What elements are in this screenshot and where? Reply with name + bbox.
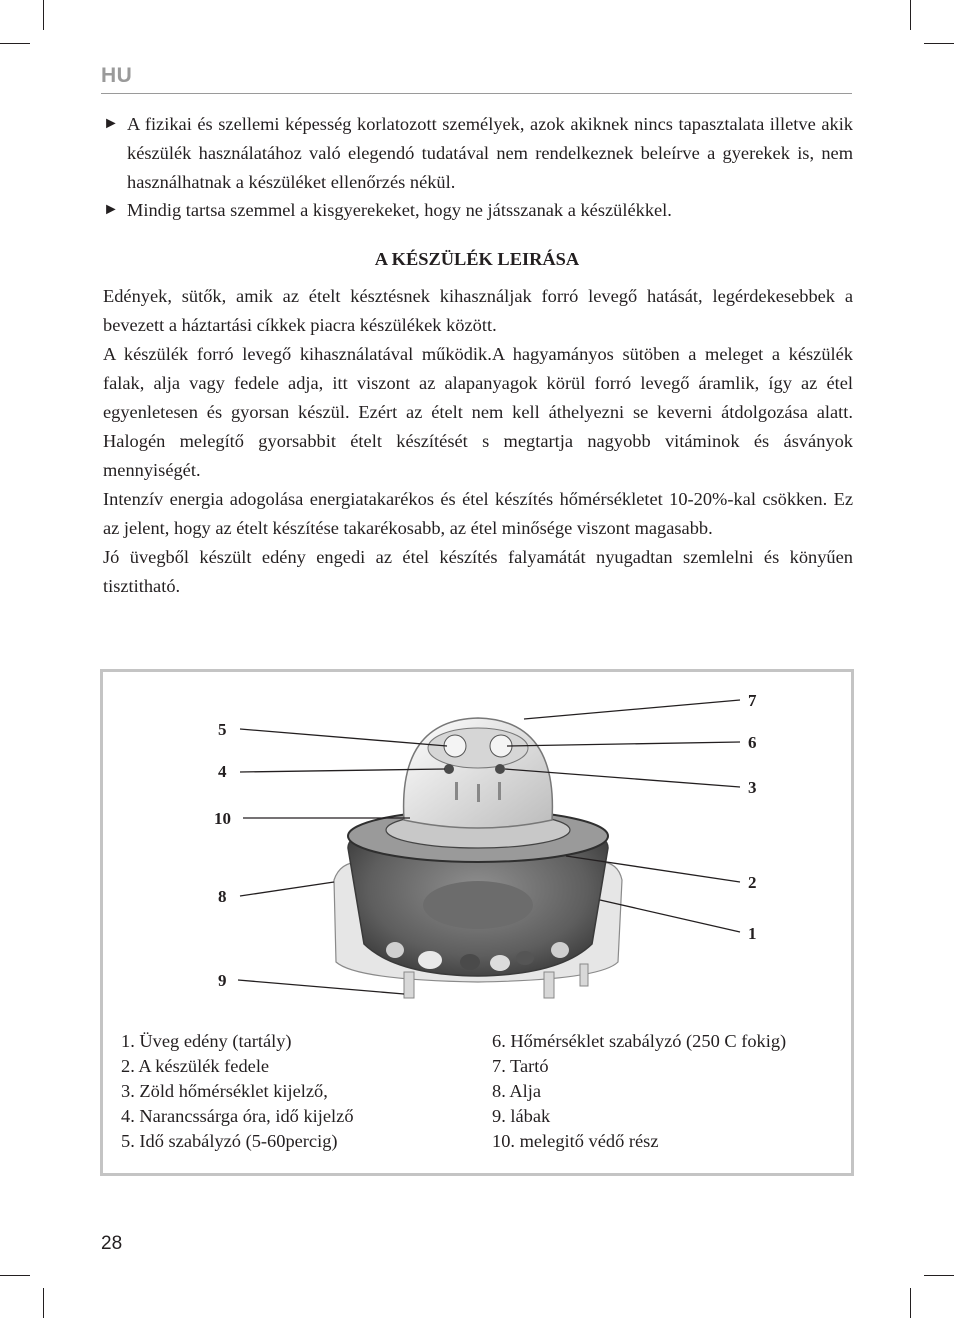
paragraph: Jó üvegből készült edény engedi az étel készítés falyamátát nyugadtan szemlelni és könyűen tisztitható. xyxy=(103,547,853,596)
leader-line xyxy=(238,980,404,994)
food xyxy=(551,942,569,958)
leg xyxy=(544,972,554,998)
paragraph: A készülék forró levegő kihasználatával működik.A hagyamányos sütöben a meleget a készülék falak, alja vagy fedele adja, itt viszont az alapanyagok körül forró levegő áramlik, így az étel egyenletesen és gyorsan készül. Ezért az ételt nem kell áthelyezni se keverni átdolgozása alatt. Halogén melegítő gyorsabbit ételt készítését s megtartja nagyobb vitáminok és ásványok mennyiségét. xyxy=(103,344,853,480)
bullet-text: A fizikai és szellemi képesség korlatozott személyek, azok akiknek nincs tapasztalata illetve akik készülék használatához való elegendó tudatával nem rendelkeznek beleírve a gyerekek is, nem használhatnak a készüléket ellenőrzés nékül. xyxy=(127,114,853,192)
legend-item: 2. A készülék fedele xyxy=(121,1056,270,1076)
legend-item: 6. Hőmérséklet szabályzó (250 C fokig) xyxy=(492,1031,787,1051)
legend-right xyxy=(492,1029,786,1154)
callout-3: 3 xyxy=(748,778,757,797)
legend-item: 4. Narancssárga óra, idő kijelző xyxy=(121,1106,354,1126)
language-label: HU xyxy=(101,64,133,87)
food xyxy=(418,951,442,969)
bullet-marker: ► xyxy=(103,115,119,132)
legend-left xyxy=(121,1029,354,1154)
legend-item: 3. Zöld hőmérséklet kijelző, xyxy=(121,1081,328,1101)
bullet-marker: ► xyxy=(103,201,119,219)
leader-line xyxy=(524,700,740,719)
leader-line xyxy=(600,900,740,932)
paragraph: Intenzív energia adogolása energiatakarékos és étel készítés hőmérsékletet 10-20%-kal csökken. Ez az jelent, hogy az ételt készítése takarékosabb, az étel minősége viszont magasabb. xyxy=(103,489,853,538)
control-panel xyxy=(428,728,528,768)
food xyxy=(423,881,533,929)
food xyxy=(460,954,480,970)
callout-6: 6 xyxy=(748,733,757,752)
food xyxy=(490,955,510,971)
leader-line xyxy=(507,742,740,746)
callout-4: 4 xyxy=(218,762,227,781)
handle-grip xyxy=(455,782,458,800)
green-indicator-light xyxy=(495,764,505,774)
leader-line xyxy=(240,729,447,746)
callout-8: 8 xyxy=(218,887,227,906)
leg xyxy=(580,964,588,986)
leg xyxy=(404,972,414,998)
callout-7: 7 xyxy=(748,691,757,710)
callout-2: 2 xyxy=(748,873,757,892)
callout-10: 10 xyxy=(214,809,231,828)
legend-item: 8. Alja xyxy=(492,1081,542,1101)
callout-5: 5 xyxy=(218,720,227,739)
callout-9: 9 xyxy=(218,971,227,990)
food xyxy=(516,951,534,965)
paragraph: Edények, sütők, amik az ételt késztésnek kihasználjak forró levegő hatását, legérdekesebbek a bevezett a háztartási cíkkek piacra készülékek között. xyxy=(103,286,853,335)
section-title: A KÉSZÜLÉK LEIRÁSA xyxy=(374,249,580,269)
orange-indicator-light xyxy=(444,764,454,774)
page-number: 28 xyxy=(101,1233,123,1254)
food xyxy=(386,942,404,958)
handle-grip xyxy=(477,784,480,802)
legend-item: 1. Üveg edény (tartály) xyxy=(121,1031,292,1051)
legend-item: 5. Idő szabályzó (5-60percig) xyxy=(121,1131,338,1151)
legend-item: 7. Tartó xyxy=(492,1056,549,1076)
handle-grip xyxy=(498,782,501,800)
legend-item: 9. lábak xyxy=(492,1106,551,1126)
bullet-text: Mindig tartsa szemmel a kisgyerekeket, hogy ne játsszanak a készülékkel. xyxy=(127,200,672,221)
legend-item: 10. melegitő védő rész xyxy=(492,1131,659,1151)
leader-line xyxy=(240,882,334,896)
timer-knob xyxy=(444,735,466,757)
callout-1: 1 xyxy=(748,924,757,943)
